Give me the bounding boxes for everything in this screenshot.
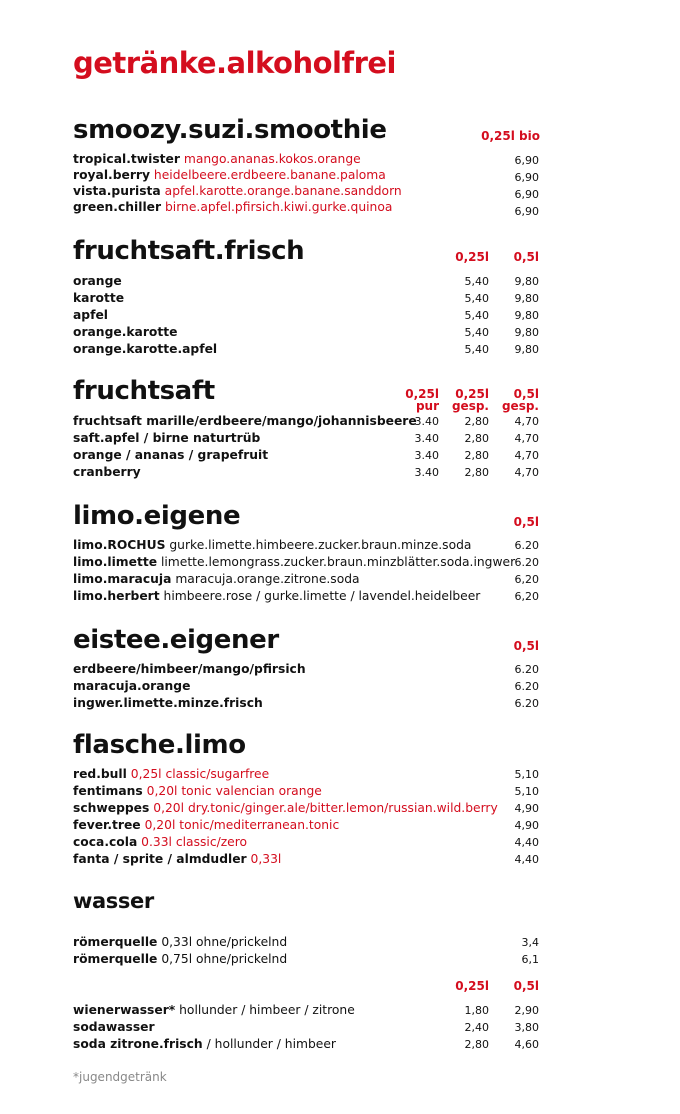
menu-item: soda zitrone.frisch / hollunder / himbeer [73, 1037, 336, 1051]
menu-item: tropical.twister mango.ananas.kokos.orange [73, 152, 361, 166]
col-header-pur: 0,25l pur [405, 387, 439, 413]
price: 3.40 [414, 466, 439, 479]
price: 3.40 [414, 432, 439, 445]
price: 2,80 [464, 415, 489, 428]
menu-item: orange.karotte [73, 325, 178, 339]
section-title-frisch: fruchtsaft.frisch [73, 236, 305, 266]
price: 9,80 [514, 309, 539, 322]
menu-item: fanta / sprite / almdudler 0,33l [73, 852, 282, 866]
price: 9,80 [514, 326, 539, 339]
price: 2,80 [464, 1038, 489, 1051]
section-title-flasche: flasche.limo [73, 730, 246, 760]
section-title-wasser: wasser [73, 889, 154, 913]
menu-item: limo.ROCHUS gurke.limette.himbeere.zucker.braun.minze.soda [73, 538, 472, 552]
price: 3.40 [414, 449, 439, 462]
col-header-025: 0,25l [455, 250, 489, 264]
price: 5,10 [514, 768, 539, 781]
price: 6.20 [514, 556, 539, 569]
price: 6,1 [521, 953, 539, 966]
price: 3,80 [514, 1021, 539, 1034]
price: 4,60 [514, 1038, 539, 1051]
menu-item: royal.berry heidelbeere.erdbeere.banane.paloma [73, 168, 386, 182]
price: 6,90 [514, 171, 539, 184]
price: 2,80 [464, 432, 489, 445]
menu-item: erdbeere/himbeer/mango/pfirsich [73, 662, 306, 676]
price: 6.20 [514, 680, 539, 693]
menu-item: apfel [73, 308, 109, 322]
menu-item: red.bull 0,25l classic/sugarfree [73, 767, 270, 781]
menu-item: green.chiller birne.apfel.pfirsich.kiwi.gurke.quinoa [73, 200, 393, 214]
price: 6.20 [514, 663, 539, 676]
menu-item: coca.cola 0.33l classic/zero [73, 835, 248, 849]
price: 5,40 [464, 326, 489, 339]
price: 4,40 [514, 853, 539, 866]
price: 4,90 [514, 819, 539, 832]
price: 2,40 [464, 1021, 489, 1034]
menu-item: karotte [73, 291, 125, 305]
col-header-bio: 0,25l bio [481, 129, 540, 143]
price: 4,90 [514, 802, 539, 815]
price: 5,40 [464, 292, 489, 305]
menu-item: sodawasser [73, 1020, 155, 1034]
price: 4,70 [514, 466, 539, 479]
price: 6,90 [514, 154, 539, 167]
section-title-eistee: eistee.eigener [73, 625, 279, 655]
menu-item: orange / ananas / grapefruit [73, 448, 269, 462]
price: 4,70 [514, 449, 539, 462]
menu-item: römerquelle 0,33l ohne/prickelnd [73, 935, 288, 949]
menu-item: fruchtsaft marille/erdbeere/mango/johannisbeere [73, 414, 417, 428]
menu-item: orange.karotte.apfel [73, 342, 218, 356]
menu-item: wienerwasser* hollunder / himbeer / zitrone [73, 1003, 355, 1017]
col-header-gesp-05: 0,5l gesp. [501, 387, 539, 413]
price: 9,80 [514, 275, 539, 288]
price: 9,80 [514, 292, 539, 305]
col-header-gesp-025: 0,25l gesp. [451, 387, 489, 413]
price: 6.20 [514, 697, 539, 710]
price: 4,40 [514, 836, 539, 849]
menu-item: maracuja.orange [73, 679, 191, 693]
menu-item: orange [73, 274, 122, 288]
price: 6.20 [514, 539, 539, 552]
price: 6,20 [514, 590, 539, 603]
menu-item: saft.apfel / birne naturtrüb [73, 431, 261, 445]
price: 6,20 [514, 573, 539, 586]
price: 4,70 [514, 432, 539, 445]
menu-item: vista.purista apfel.karotte.orange.banane.sanddorn [73, 184, 402, 198]
price: 3.40 [414, 415, 439, 428]
price: 6,90 [514, 188, 539, 201]
price: 5,40 [464, 343, 489, 356]
menu-item: limo.herbert himbeere.rose / gurke.limette / lavendel.heidelbeer [73, 589, 481, 603]
col-header-05: 0,5l [513, 250, 539, 264]
col-header-05: 0,5l [513, 639, 539, 653]
menu-item: schweppes 0,20l dry.tonic/ginger.ale/bitter.lemon/russian.wild.berry [73, 801, 498, 815]
footnote: *jugendgetränk [73, 1070, 167, 1084]
menu-item: römerquelle 0,75l ohne/prickelnd [73, 952, 288, 966]
price: 5,10 [514, 785, 539, 798]
menu-item: cranberry [73, 465, 141, 479]
menu-item: fever.tree 0,20l tonic/mediterranean.tonic [73, 818, 340, 832]
price: 4,70 [514, 415, 539, 428]
price: 3,4 [521, 936, 539, 949]
price: 6,90 [514, 205, 539, 218]
menu-item: fentimans 0,20l tonic valencian orange [73, 784, 322, 798]
section-title-fruchtsaft: fruchtsaft [73, 376, 215, 406]
col-header-025: 0,25l [455, 979, 489, 993]
price: 2,90 [514, 1004, 539, 1017]
price: 9,80 [514, 343, 539, 356]
col-header-05: 0,5l [513, 979, 539, 993]
price: 1,80 [464, 1004, 489, 1017]
price: 2,80 [464, 466, 489, 479]
section-title-smoothie: smoozy.suzi.smoothie [73, 115, 387, 145]
price: 5,40 [464, 275, 489, 288]
price: 2,80 [464, 449, 489, 462]
page-title: getränke.alkoholfrei [73, 46, 396, 80]
menu-item: limo.limette limette.lemongrass.zucker.braun.minzblätter.soda.ingwer [73, 555, 516, 569]
menu-item: ingwer.limette.minze.frisch [73, 696, 263, 710]
menu-item: limo.maracuja maracuja.orange.zitrone.soda [73, 572, 360, 586]
col-header-05: 0,5l [513, 515, 539, 529]
section-title-limo: limo.eigene [73, 501, 241, 531]
price: 5,40 [464, 309, 489, 322]
